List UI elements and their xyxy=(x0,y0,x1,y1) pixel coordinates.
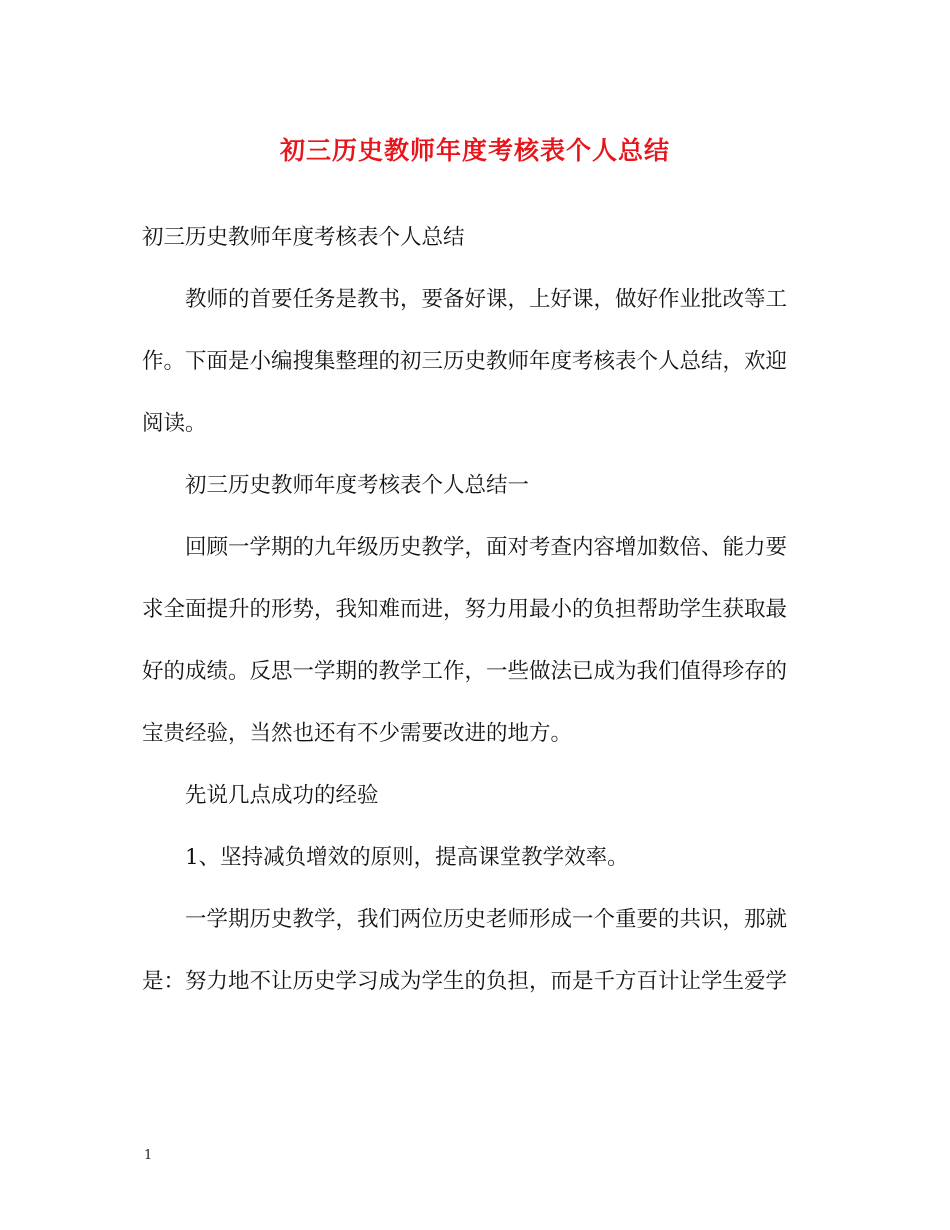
section-title: 初三历史教师年度考核表个人总结一 xyxy=(185,473,530,498)
document-body xyxy=(142,222,802,1028)
intro-line-2: 作。下面是小编搜集整理的初三历史教师年度考核表个人总结，欢迎 xyxy=(142,349,788,374)
intro-paragraph xyxy=(142,284,802,439)
consensus-line-1: 一学期历史教学，我们两位历史老师形成一个重要的共识，那就 xyxy=(185,907,788,932)
review-line-1: 回顾一学期的九年级历史教学，面对考查内容增加数倍、能力要 xyxy=(185,535,788,560)
review-line-2: 求全面提升的形势，我知难而进，努力用最小的负担帮助学生获取最 xyxy=(142,597,788,622)
page-number: 1 xyxy=(144,1148,153,1163)
consensus-line-2: 是：努力地不让历史学习成为学生的负担，而是千方百计让学生爱学 xyxy=(142,969,788,994)
experience-heading: 先说几点成功的经验 xyxy=(185,783,379,808)
intro-line-1: 教师的首要任务是教书，要备好课，上好课，做好作业批改等工 xyxy=(185,287,788,312)
point-one: 1、坚持减负增效的原则，提高课堂教学效率。 xyxy=(185,845,629,870)
review-paragraph xyxy=(142,532,802,749)
document-title: 初三历史教师年度考核表个人总结 xyxy=(279,136,670,165)
review-line-4: 宝贵经验，当然也还有不少需要改进的地方。 xyxy=(142,721,573,746)
review-line-3: 好的成绩。反思一学期的教学工作，一些做法已成为我们值得珍存的 xyxy=(142,659,788,684)
consensus-paragraph xyxy=(142,904,802,997)
document-heading: 初三历史教师年度考核表个人总结 xyxy=(142,225,465,250)
intro-line-3: 阅读。 xyxy=(142,411,207,436)
